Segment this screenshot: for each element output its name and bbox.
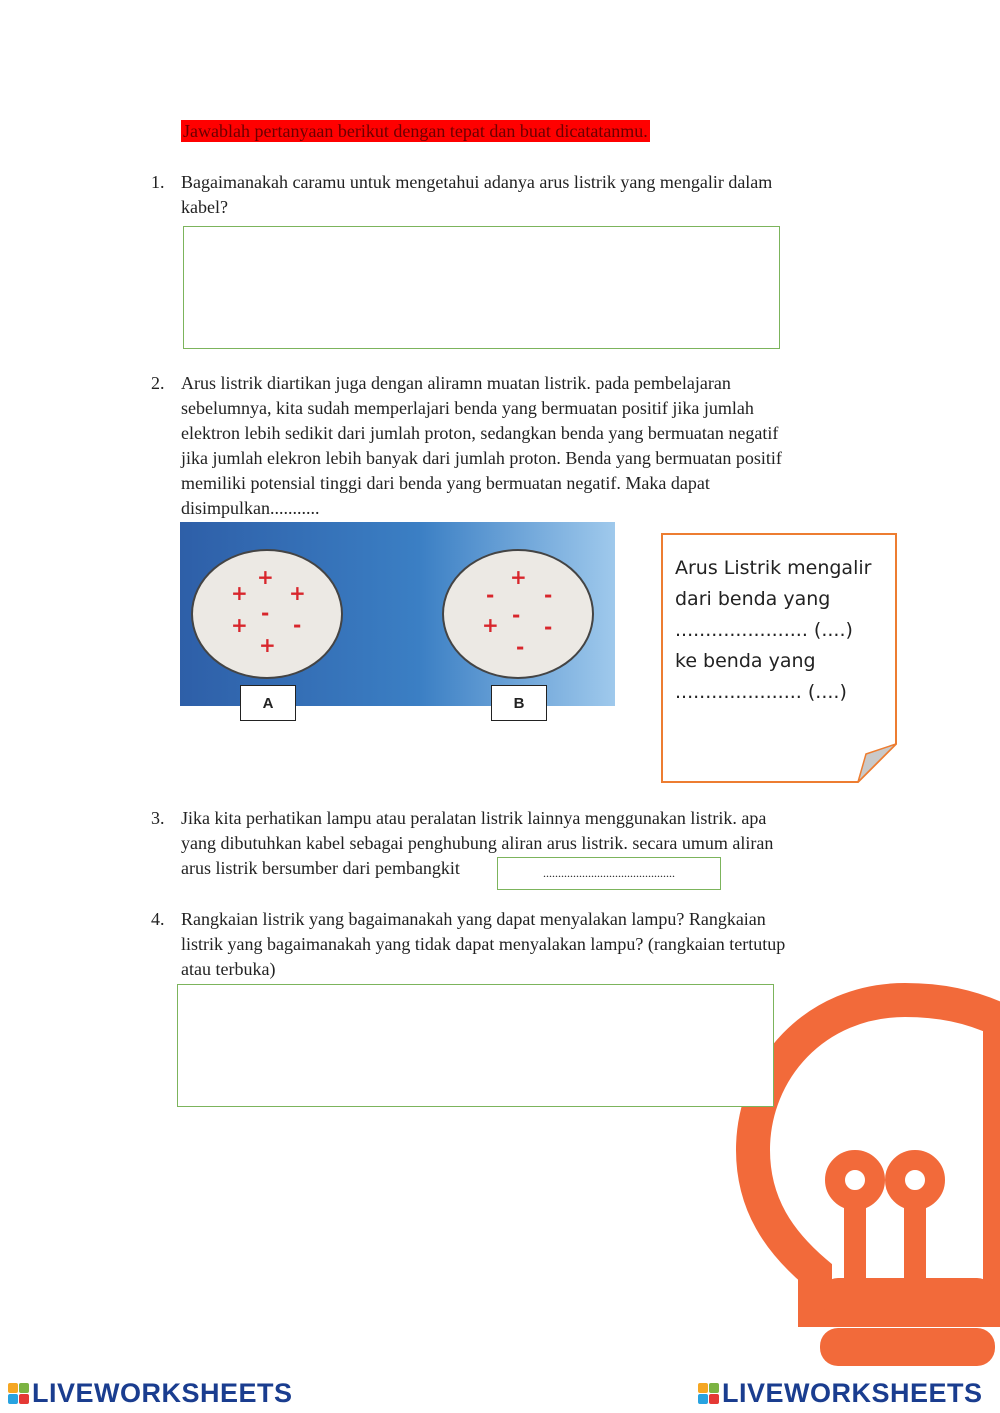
charge-sign: + (231, 613, 248, 637)
question-line: Rangkaian listrik yang bagaimanakah yang dapat menyalakan lampu? Rangkaian (181, 909, 766, 929)
charge-sign: - (512, 603, 521, 627)
question-line: Bagaimanakah caramu untuk mengetahui adanya arus listrik yang mengalir dalam (181, 172, 773, 192)
question-line: atau terbuka) (181, 959, 276, 979)
label-b: B (491, 685, 547, 721)
question-line: Jika kita perhatikan lampu atau peralatan listrik lainnya menggunakan listrik. apa (181, 808, 767, 828)
question-4-number: 4. (151, 909, 165, 929)
charge-sign: - (293, 613, 302, 637)
charge-sign: + (257, 565, 274, 589)
charge-sign: + (259, 633, 276, 657)
charge-sign: + (289, 581, 306, 605)
note-text (675, 553, 890, 708)
note-line: ke benda yang (675, 650, 816, 672)
instruction-banner: Jawablah pertanyaan berikut dengan tepat dan buat dicatatanmu. (183, 121, 648, 141)
question-line: kabel? (181, 197, 228, 217)
question-line: memiliki potensial tinggi dari benda yang bermuatan negatif. Maka dapat (181, 473, 710, 493)
note-line: ...................... (....) (675, 619, 853, 641)
charge-sign: - (261, 601, 270, 625)
charge-sign: - (544, 615, 553, 639)
charge-sign: - (516, 635, 525, 659)
charge-sign: + (482, 613, 499, 637)
answer-box-4[interactable] (177, 984, 774, 1107)
lightbulb-icon (735, 980, 1000, 1380)
question-line: elektron lebih sedikit dari jumlah proton, sedangkan benda yang bermuatan negatif (181, 423, 779, 443)
answer-box-1[interactable] (183, 226, 780, 349)
charge-sign: - (544, 583, 553, 607)
question-3-number: 3. (151, 808, 165, 828)
question-line: yang dibutuhkan kabel sebagai penghubung aliran arus listrik. secara umum aliran (181, 833, 774, 853)
answer-input-3-placeholder: ............................................ (543, 866, 675, 880)
logo-text: LIVEWORKSHEETS (32, 1378, 293, 1408)
charge-sign: + (231, 581, 248, 605)
logo-mark-icon (698, 1383, 719, 1404)
question-1-text (181, 170, 871, 220)
charge-sign: + (510, 565, 527, 589)
note-line: ..................... (....) (675, 681, 847, 703)
logo-text: LIVEWORKSHEETS (722, 1378, 983, 1408)
liveworksheets-logo-left (8, 1378, 293, 1409)
note-line: dari benda yang (675, 588, 831, 610)
charged-sphere-a (191, 549, 343, 679)
question-line: disimpulkan........... (181, 498, 320, 518)
logo-mark-icon (8, 1383, 29, 1404)
charged-sphere-b (442, 549, 594, 679)
answer-note-card[interactable] (661, 533, 897, 783)
question-4-text (181, 907, 881, 982)
question-line: Arus listrik diartikan juga dengan aliramn muatan listrik. pada pembelajaran (181, 373, 731, 393)
liveworksheets-logo-right (698, 1378, 983, 1409)
question-line: listrik yang bagaimanakah yang tidak dapat menyalakan lampu? (rangkaian tertutup (181, 934, 786, 954)
note-line: Arus Listrik mengalir (675, 557, 872, 579)
charge-sign: - (486, 583, 495, 607)
question-line: sebelumnya, kita sudah memperlajari benda yang bermuatan positif jika jumlah (181, 398, 754, 418)
question-line: jika jumlah elekron lebih banyak dari jumlah proton. Benda yang bermuatan positif (181, 448, 782, 468)
question-1-number: 1. (151, 172, 165, 192)
question-2-text (181, 371, 881, 521)
question-line: arus listrik bersumber dari pembangkit (181, 858, 460, 878)
label-a: A (240, 685, 296, 721)
answer-input-3[interactable] (497, 857, 721, 890)
question-2-number: 2. (151, 373, 165, 393)
